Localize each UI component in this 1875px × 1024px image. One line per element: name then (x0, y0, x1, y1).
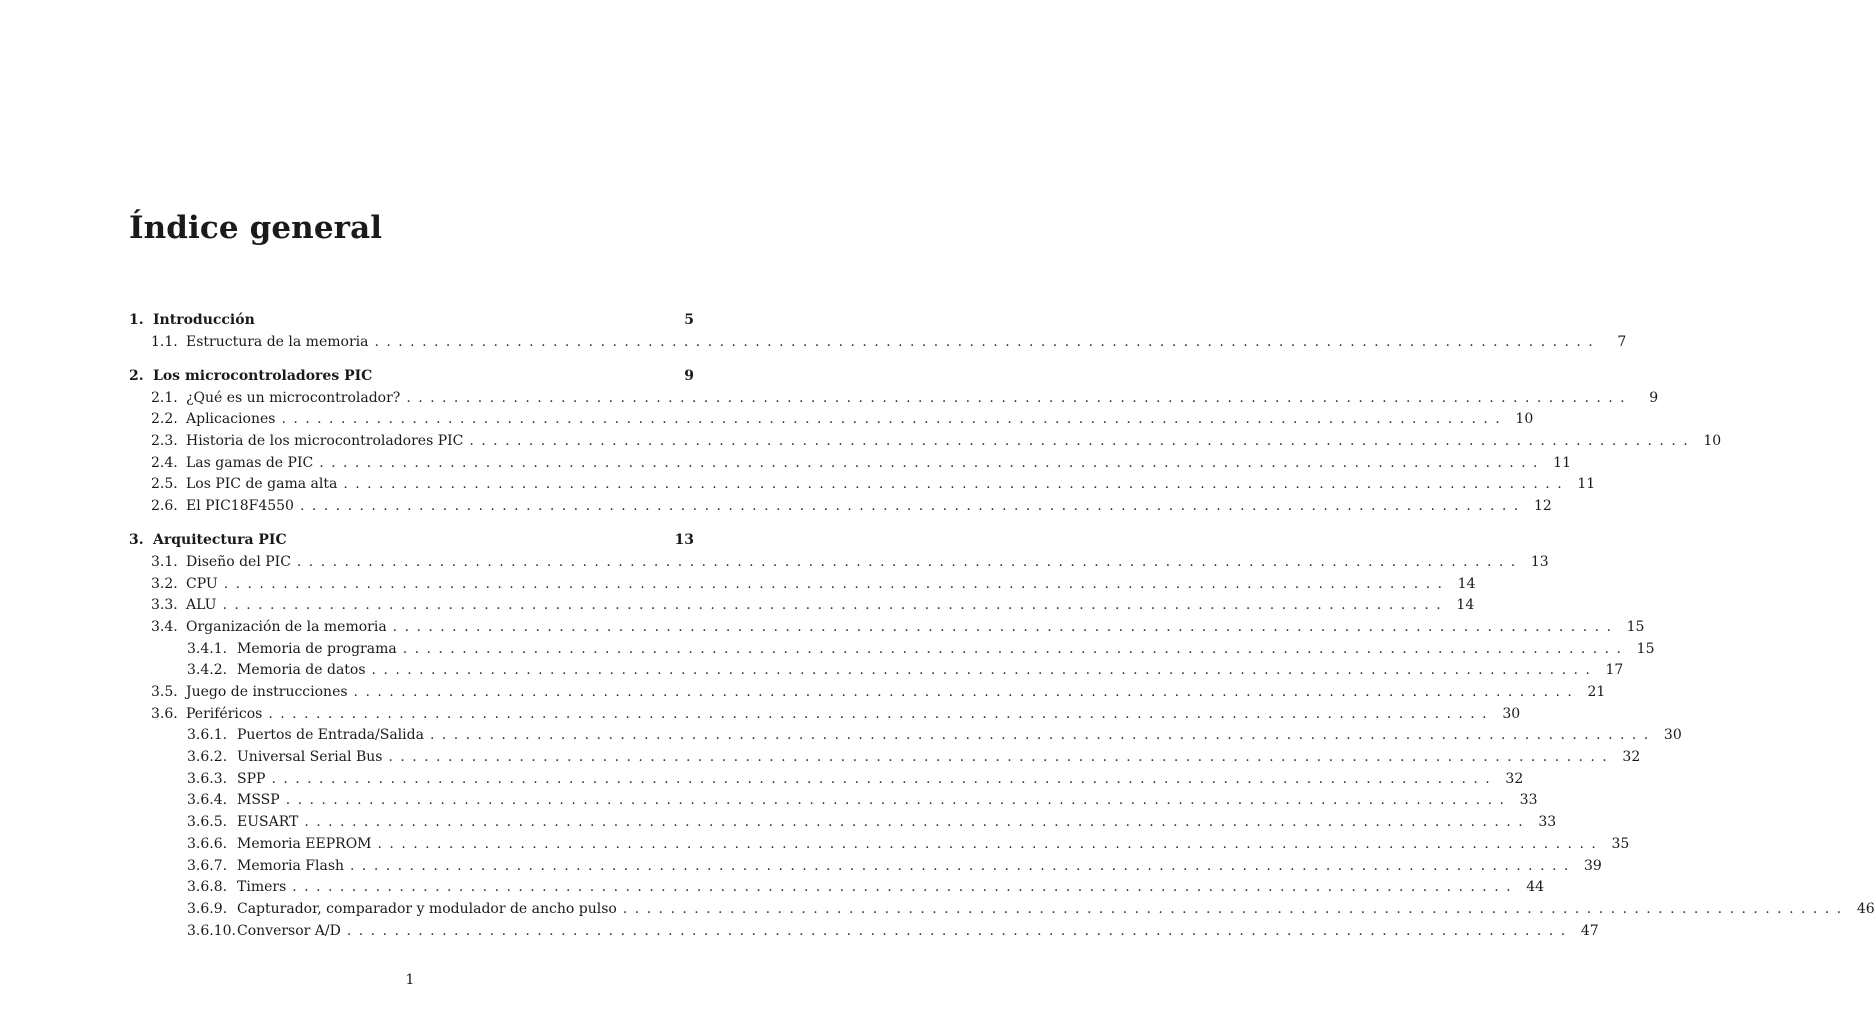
toc-subsection-3-6-4[interactable] (129, 790, 1538, 812)
toc-page-number: 13 (1530, 553, 1549, 570)
page-number: 1 (405, 972, 415, 988)
toc-number: 3. (129, 532, 144, 549)
toc-subsection-3-6-7[interactable] (129, 856, 1602, 878)
toc-number: 3.4. (151, 618, 178, 635)
toc-page-number: 33 (1519, 792, 1538, 809)
toc-page-number: 15 (1636, 640, 1655, 657)
toc-section-3-3[interactable] (129, 595, 1475, 617)
toc-section-3-1[interactable] (129, 552, 1549, 574)
toc-title: Capturador, comparador y modulador de ancho pulso (237, 900, 617, 917)
toc-section-2-6[interactable] (129, 496, 1552, 518)
toc-page-number: 13 (674, 532, 694, 549)
toc-subsection-3-6-1[interactable] (129, 725, 1682, 747)
toc-section-1-1[interactable] (129, 332, 1627, 354)
toc-number: 2.6. (151, 498, 178, 514)
toc-subsection-3-6-8[interactable] (129, 877, 1545, 899)
toc-page-number: 12 (1533, 498, 1552, 514)
toc-title: ALU (186, 597, 217, 614)
toc-page-number: 9 (1649, 389, 1659, 406)
dot-leader (372, 660, 1592, 682)
toc-section-2-4[interactable] (129, 453, 1571, 475)
toc-page-number: 32 (1505, 770, 1524, 787)
toc-page-number: 11 (1577, 476, 1596, 493)
toc-page-number: 30 (1663, 727, 1682, 744)
toc-number: 2.4. (151, 454, 178, 471)
toc-title: SPP (237, 770, 266, 787)
toc-number: 3.6.5. (187, 814, 228, 831)
dot-leader (319, 453, 1539, 475)
toc-title: Organización de la memoria (186, 618, 387, 635)
dot-leader (300, 496, 1520, 518)
toc-title: Las gamas de PIC (186, 454, 314, 471)
toc-number: 3.6. (151, 705, 178, 722)
dot-leader (304, 812, 1524, 834)
dot-leader (350, 856, 1570, 878)
page-title: Índice general (129, 210, 383, 246)
toc-number: 2.5. (151, 476, 178, 493)
toc-number: 2.2. (151, 411, 178, 428)
toc-page-number: 11 (1553, 454, 1571, 471)
toc-number: 3.2. (151, 575, 178, 592)
toc-number: 3.4.1. (187, 640, 228, 657)
toc-title: Conversor A/D (237, 922, 341, 939)
toc-title: Historia de los microcontroladores PIC (186, 432, 464, 449)
toc-page-number: 21 (1587, 684, 1606, 700)
toc-section-2-1[interactable] (129, 388, 1659, 410)
table-of-contents (129, 310, 1875, 942)
toc-page-number: 44 (1526, 879, 1545, 896)
dot-leader (430, 725, 1650, 747)
toc-title: Los PIC de gama alta (186, 476, 338, 493)
toc-title: Memoria de datos (237, 662, 366, 679)
toc-number: 3.6.6. (187, 835, 228, 852)
toc-subsection-3-4-1[interactable] (129, 639, 1655, 661)
toc-title: CPU (186, 575, 218, 592)
toc-page-number: 9 (684, 367, 694, 384)
toc-title: Memoria de programa (237, 640, 397, 657)
toc-title: Arquitectura PIC (153, 532, 287, 549)
toc-number: 2.1. (151, 389, 178, 406)
toc-number: 1. (129, 312, 144, 328)
toc-page-number: 46 (1856, 900, 1875, 917)
toc-subsection-3-6-2[interactable] (129, 747, 1641, 769)
toc-number: 3.3. (151, 597, 178, 614)
toc-section-3-5[interactable] (129, 682, 1606, 704)
dot-leader (469, 431, 1689, 453)
toc-title: Introducción (153, 312, 255, 328)
toc-number: 3.6.3. (187, 770, 228, 787)
toc-subsection-3-6-6[interactable] (129, 834, 1630, 856)
toc-subsection-3-4-2[interactable] (129, 660, 1624, 682)
toc-title: Los microcontroladores PIC (153, 367, 373, 384)
toc-title: Timers (237, 879, 287, 896)
dot-leader (403, 639, 1623, 661)
toc-number: 3.5. (151, 684, 178, 700)
dot-leader (388, 747, 1608, 769)
toc-title: Estructura de la memoria (186, 333, 369, 350)
dot-leader (297, 552, 1517, 574)
toc-title: ¿Qué es un microcontrolador? (186, 389, 401, 406)
toc-page-number: 32 (1622, 749, 1641, 766)
toc-number: 3.6.8. (187, 879, 228, 896)
toc-page-number: 47 (1580, 922, 1599, 939)
toc-number: 3.4.2. (187, 662, 228, 679)
toc-title: EUSART (237, 814, 299, 831)
toc-title: Universal Serial Bus (237, 749, 383, 766)
toc-title: Periféricos (186, 705, 263, 722)
toc-page-number: 17 (1605, 662, 1624, 679)
toc-number: 3.6.1. (187, 727, 228, 744)
toc-title: Memoria Flash (237, 857, 345, 874)
toc-number: 2. (129, 367, 144, 384)
toc-number: 3.6.4. (187, 792, 228, 809)
toc-number: 3.6.2. (187, 749, 228, 766)
toc-page-number: 35 (1611, 835, 1630, 852)
toc-chapter-2[interactable] (129, 366, 694, 388)
toc-subsection-3-6-10[interactable] (129, 921, 1599, 943)
dot-leader (286, 790, 1506, 812)
toc-page-number: 10 (1703, 432, 1722, 449)
dot-leader (343, 474, 1563, 496)
toc-page-number: 14 (1457, 575, 1476, 592)
dot-leader (222, 595, 1442, 617)
toc-section-3-4[interactable] (129, 617, 1645, 639)
toc-page-number: 30 (1502, 705, 1521, 722)
toc-section-2-3[interactable] (129, 431, 1722, 453)
toc-section-3-6[interactable] (129, 704, 1521, 726)
dot-leader (224, 574, 1444, 596)
toc-section-3-2[interactable] (129, 574, 1476, 596)
toc-page-number: 14 (1456, 597, 1475, 614)
toc-chapter-1[interactable] (129, 310, 694, 332)
dot-leader (623, 899, 1843, 921)
dot-leader (354, 682, 1574, 704)
toc-number: 3.1. (151, 553, 178, 570)
toc-number: 3.6.7. (187, 857, 228, 874)
toc-number: 2.3. (151, 432, 178, 449)
toc-title: Aplicaciones (186, 411, 276, 428)
toc-page-number: 10 (1515, 411, 1534, 428)
dot-leader (378, 834, 1598, 856)
toc-page-number: 33 (1538, 814, 1557, 831)
toc-section-2-2[interactable] (129, 409, 1534, 431)
dot-leader (268, 704, 1488, 726)
toc-title: Memoria EEPROM (237, 835, 372, 852)
dot-leader (271, 769, 1491, 791)
toc-page-number: 15 (1626, 618, 1645, 635)
toc-subsection-3-6-3[interactable] (129, 769, 1524, 791)
toc-chapter-3[interactable] (129, 530, 694, 552)
toc-subsection-3-6-5[interactable] (129, 812, 1557, 834)
toc-number: 3.6.9. (187, 900, 228, 917)
toc-page-number: 7 (1617, 333, 1627, 350)
toc-number: 1.1. (151, 333, 178, 350)
toc-title: Juego de instrucciones (186, 684, 348, 700)
toc-number: 3.6.10. (187, 922, 236, 939)
dot-leader (281, 409, 1501, 431)
dot-leader (406, 388, 1626, 410)
dot-leader (292, 877, 1512, 899)
toc-title: Puertos de Entrada/Salida (237, 727, 424, 744)
toc-title: Diseño del PIC (186, 553, 291, 570)
dot-leader (393, 617, 1613, 639)
dot-leader (347, 921, 1567, 943)
toc-section-2-5[interactable] (129, 474, 1596, 496)
toc-subsection-3-6-9[interactable] (129, 899, 1875, 921)
toc-page-number: 5 (684, 312, 694, 328)
toc-page-number: 39 (1584, 857, 1602, 874)
toc-title: El PIC18F4550 (186, 498, 294, 514)
toc-title: MSSP (237, 792, 280, 809)
dot-leader (374, 332, 1594, 354)
